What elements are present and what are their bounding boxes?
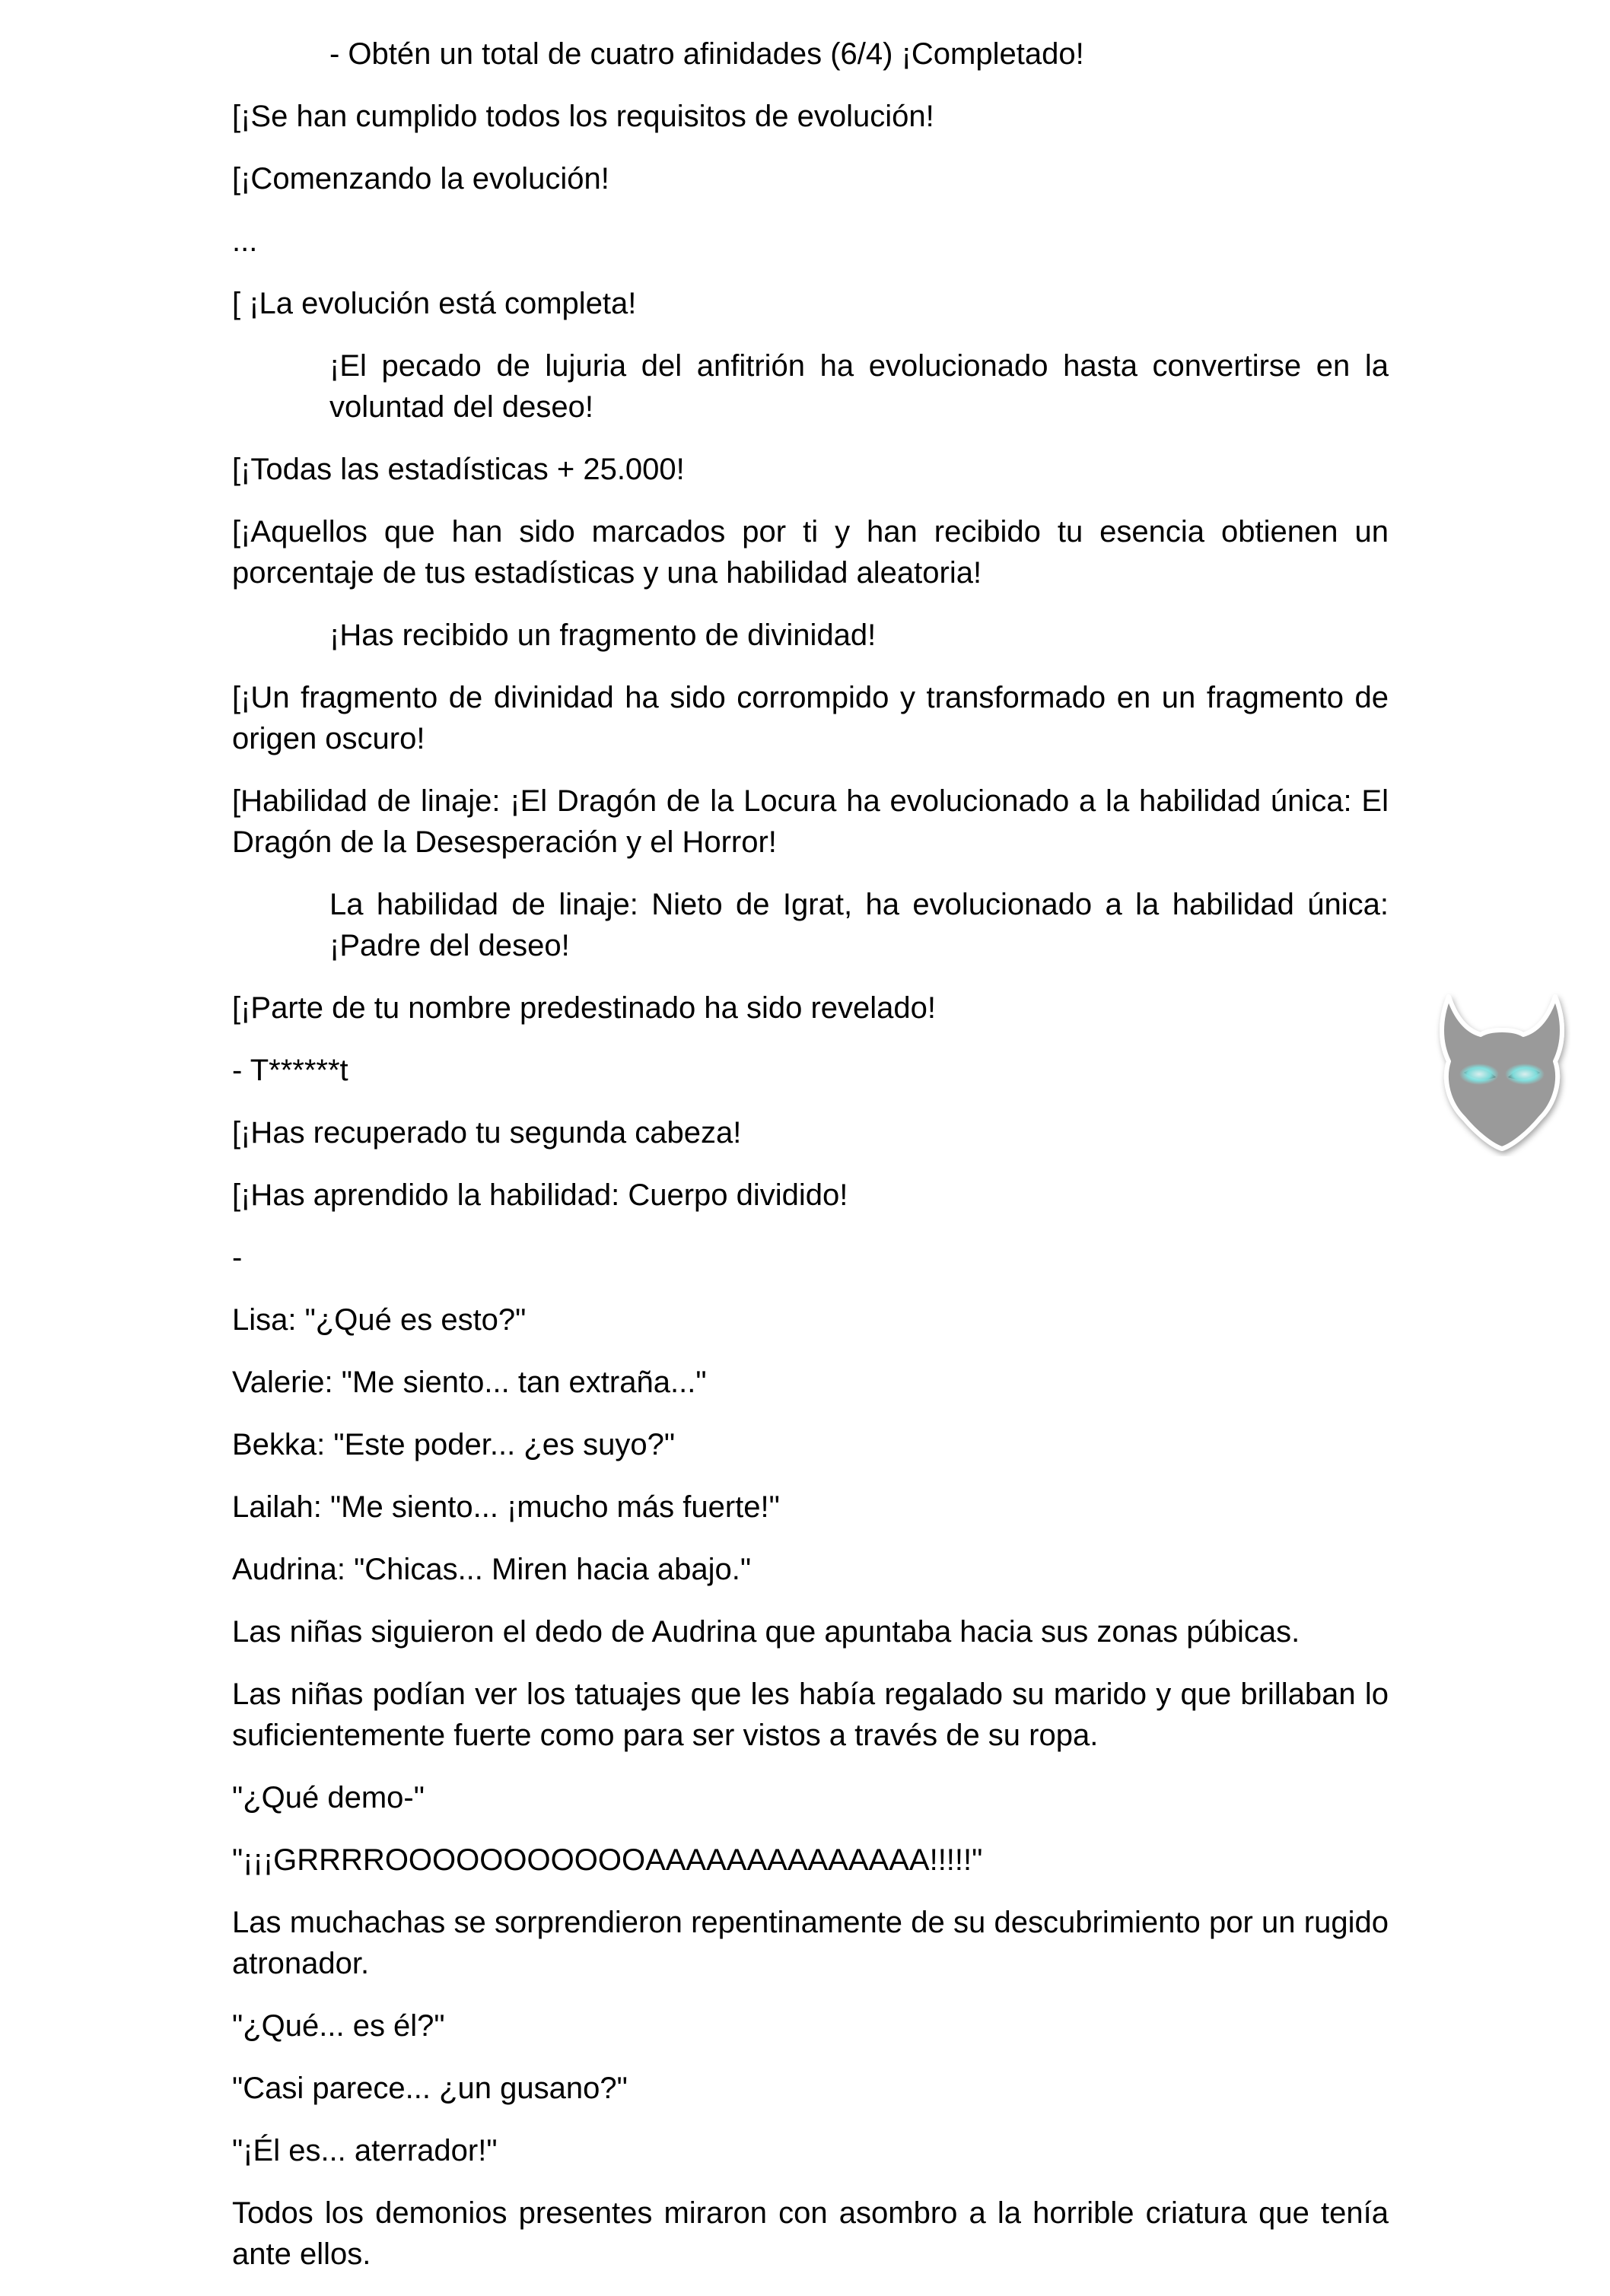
paragraph: Todos los demonios presentes miraron con asombro a la horrible criatura que tenía ante ellos. <box>232 2196 1398 2271</box>
paragraph: [¡Un fragmento de divinidad ha sido corrompido y transformado en un fragmento de origen oscuro! <box>232 681 1398 755</box>
paragraph: [¡Se han cumplido todos los requisitos de evolución! <box>232 100 934 133</box>
paragraph: [¡Todas las estadísticas + 25.000! <box>232 453 685 486</box>
paragraph: - <box>232 1241 243 1274</box>
paragraph: Las muchachas se sorprendieron repentinamente de su descubrimiento por un rugido atronador. <box>232 1906 1398 1980</box>
paragraph: Las niñas podían ver los tatuajes que les había regalado su marido y que brillaban lo suficientemente fuerte como para ser vistos a través de su ropa. <box>232 1677 1398 1752</box>
paragraph: [¡Comenzando la evolución! <box>232 162 609 196</box>
paragraph: - T******t <box>232 1054 348 1087</box>
paragraph: ¡El pecado de lujuria del anfitrión ha evolucionado hasta convertirse en la voluntad del deseo! <box>329 349 1398 424</box>
paragraph: Lisa: "¿Qué es esto?" <box>232 1303 527 1337</box>
paragraph: ¡Has recibido un fragmento de divinidad! <box>329 619 877 652</box>
paragraph: La habilidad de linaje: Nieto de Igrat, ha evolucionado a la habilidad única: ¡Padre del deseo! <box>329 888 1398 962</box>
paragraph: - Obtén un total de cuatro afinidades (6/4) ¡Completado! <box>329 37 1084 71</box>
paragraph: [Habilidad de linaje: ¡El Dragón de la Locura ha evolucionado a la habilidad única: El Dragón de la Desesperación y el Horror! <box>232 784 1398 859</box>
paragraph: Audrina: "Chicas... Miren hacia abajo." <box>232 1553 752 1586</box>
document-body <box>232 33 1398 2296</box>
paragraph: "Casi parece... ¿un gusano?" <box>232 2072 628 2105</box>
paragraph: "¿Qué demo-" <box>232 1781 425 1814</box>
paragraph: "¡Él es... aterrador!" <box>232 2134 498 2167</box>
paragraph: Las niñas siguieron el dedo de Audrina que apuntaba hacia sus zonas púbicas. <box>232 1615 1300 1649</box>
paragraph: [¡Aquellos que han sido marcados por ti y han recibido tu esencia obtienen un porcentaje de tus estadísticas y una habilidad aleatoria! <box>232 515 1398 590</box>
paragraph: "¿Qué... es él?" <box>232 2009 445 2043</box>
paragraph: ... <box>232 224 258 258</box>
paragraph: Lailah: "Me siento... ¡mucho más fuerte!" <box>232 1490 780 1524</box>
paragraph: "¡¡¡GRRRROOOOOOOOOOOAAAAAAAAAAAAAA!!!!!" <box>232 1843 983 1877</box>
demon-head-icon <box>1433 989 1570 1156</box>
paragraph: [¡Has recuperado tu segunda cabeza! <box>232 1116 742 1150</box>
paragraph: [¡Parte de tu nombre predestinado ha sido revelado! <box>232 991 937 1025</box>
paragraph: [ ¡La evolución está completa! <box>232 287 637 320</box>
paragraph: Bekka: "Este poder... ¿es suyo?" <box>232 1428 676 1461</box>
paragraph: [¡Has aprendido la habilidad: Cuerpo dividido! <box>232 1178 848 1212</box>
paragraph: Valerie: "Me siento... tan extraña..." <box>232 1366 707 1399</box>
